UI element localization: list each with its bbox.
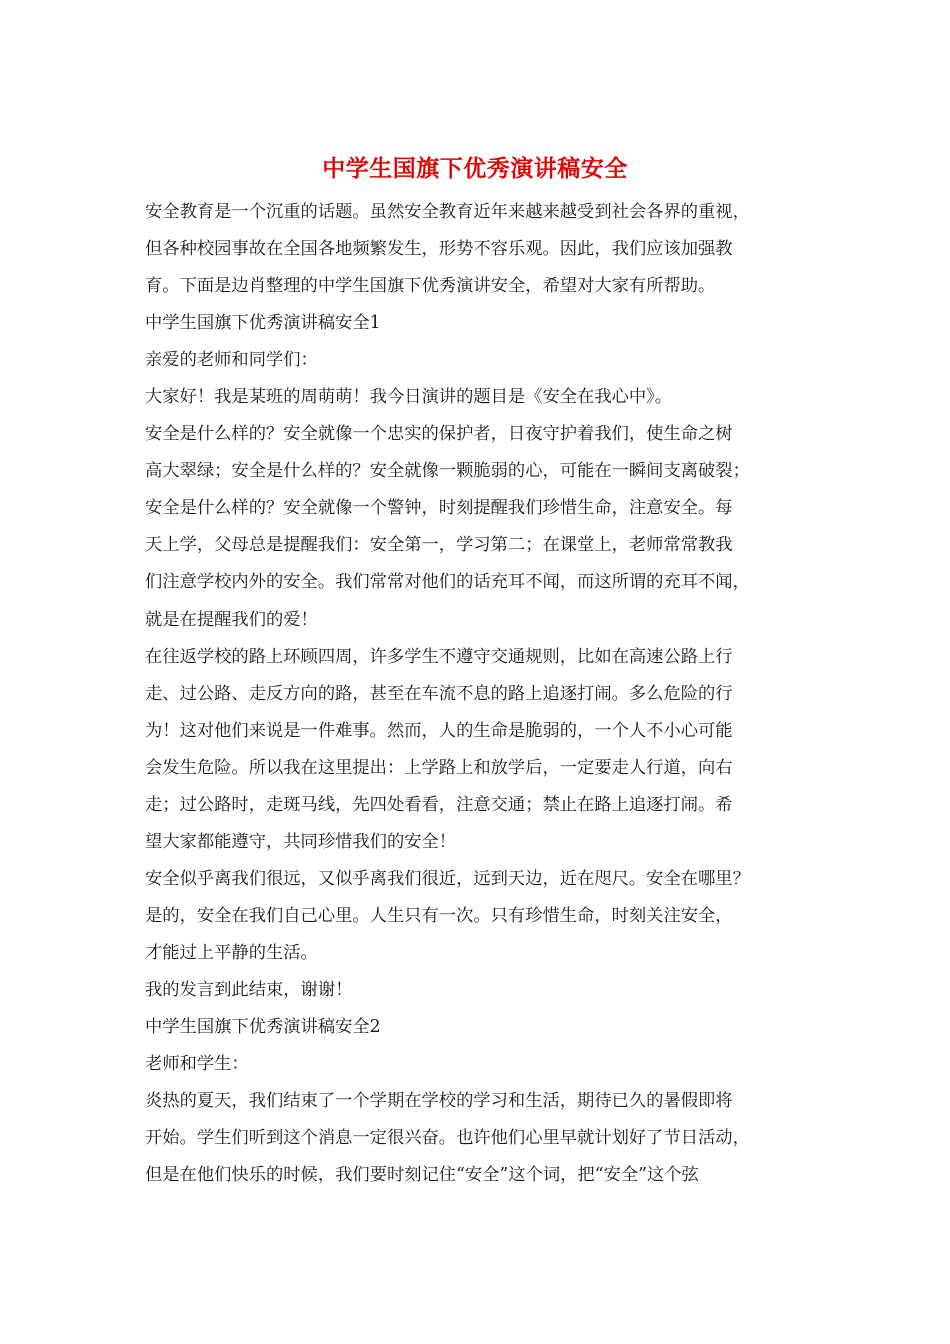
- body-line: 们注意学校内外的安全。我们常常对他们的话充耳不闻，而这所谓的充耳不闻，: [145, 572, 750, 593]
- body-line: 开始。学生们听到这个消息一定很兴奋。也许他们心里早就计划好了节日活动，: [145, 1128, 750, 1149]
- body-line: 高大翠绿；安全是什么样的？安全就像一颗脆弱的心，可能在一瞬间支离破裂；: [145, 461, 750, 482]
- document-title: 中学生国旗下优秀演讲稿安全: [322, 155, 628, 182]
- body-line: 但是在他们快乐的时候，我们要时刻记住“安全”这个词，把“安全”这个弦: [145, 1165, 699, 1186]
- body-line: 但各种校园事故在全国各地频繁发生，形势不容乐观。因此，我们应该加强教: [145, 239, 733, 260]
- body-line: 为！这对他们来说是一件难事。然而，人的生命是脆弱的，一个人不小心可能: [145, 720, 733, 741]
- body-line: 就是在提醒我们的爱！: [145, 609, 318, 630]
- body-line: 是的，安全在我们自己心里。人生只有一次。只有珍惜生命，时刻关注安全，: [145, 905, 733, 926]
- body-line: 我的发言到此结束，谢谢！: [145, 979, 353, 1000]
- body-line: 安全似乎离我们很远，又似乎离我们很近，远到天边，近在咫尺。安全在哪里？: [145, 868, 750, 889]
- body-line: 育。下面是边肖整理的中学生国旗下优秀演讲安全，希望对大家有所帮助。: [145, 276, 716, 297]
- body-line: 在往返学校的路上环顾四周，许多学生不遵守交通规则，比如在高速公路上行: [145, 646, 733, 667]
- body-line: 才能过上平静的生活。: [145, 942, 318, 963]
- body-line: 安全教育是一个沉重的话题。虽然安全教育近年来越来越受到社会各界的重视，: [145, 202, 750, 222]
- section-heading: 中学生国旗下优秀演讲稿安全1: [145, 313, 381, 334]
- body-line: 炎热的夏天，我们结束了一个学期在学校的学习和生活，期待已久的暑假即将: [145, 1091, 733, 1112]
- salutation: 亲爱的老师和同学们：: [145, 350, 318, 371]
- body-line: 安全是什么样的？安全就像一个警钟，时刻提醒我们珍惜生命，注意安全。每: [145, 498, 733, 519]
- salutation: 老师和学生：: [145, 1054, 249, 1075]
- body-line: 天上学，父母总是提醒我们：安全第一，学习第二；在课堂上，老师常常教我: [145, 535, 733, 556]
- body-line: 走、过公路、走反方向的路，甚至在车流不息的路上追逐打闹。多么危险的行: [145, 683, 733, 704]
- section-heading: 中学生国旗下优秀演讲稿安全2: [145, 1017, 381, 1038]
- body-line: 望大家都能遵守，共同珍惜我们的安全！: [145, 831, 457, 852]
- document-body: [145, 194, 813, 1194]
- body-line: 大家好！我是某班的周萌萌！我今日演讲的题目是《安全在我心中》。: [145, 387, 673, 408]
- body-line: 安全是什么样的？安全就像一个忠实的保护者，日夜守护着我们，使生命之树: [145, 424, 733, 445]
- body-line: 走；过公路时，走斑马线，先四处看看，注意交通；禁止在路上追逐打闹。希: [145, 794, 733, 815]
- body-line: 会发生危险。所以我在这里提出：上学路上和放学后，一定要走人行道，向右: [145, 757, 733, 778]
